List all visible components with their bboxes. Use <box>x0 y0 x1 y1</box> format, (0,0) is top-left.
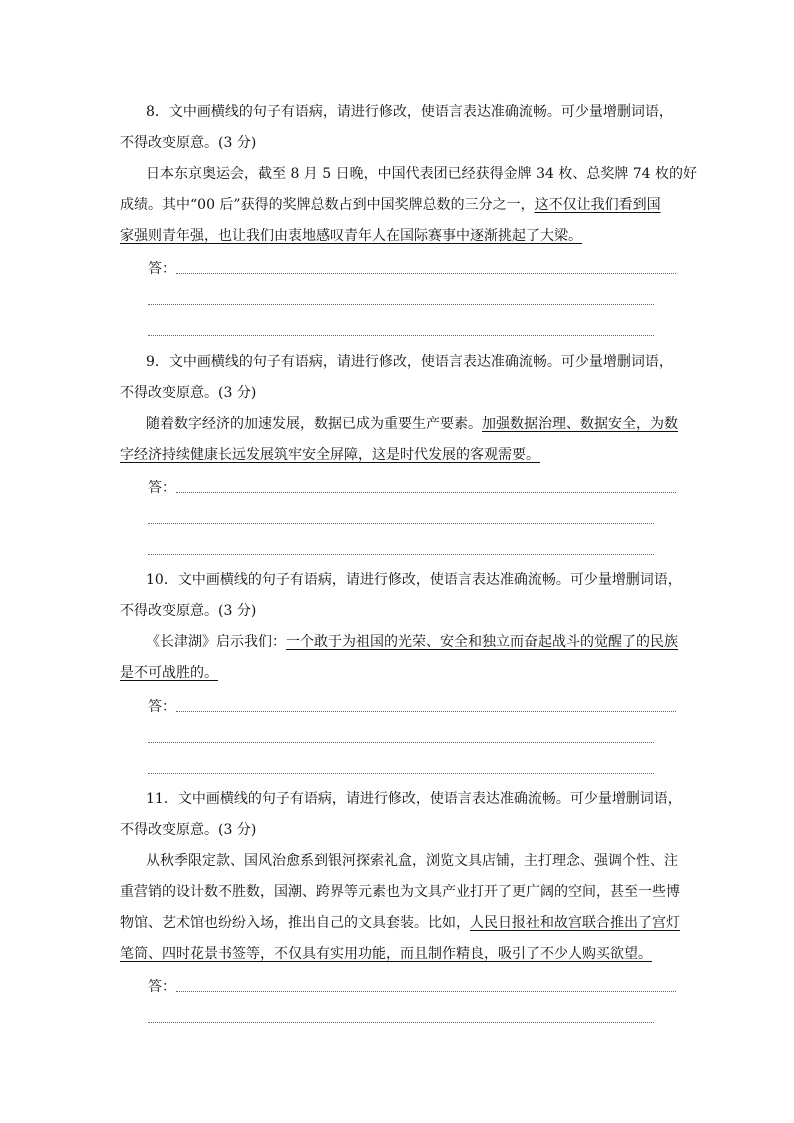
dotted-line <box>176 273 676 274</box>
material-text <box>120 663 676 683</box>
question-stem: 10．文中画横线的句子有语病，请进行修改，使语言表达准确流畅。可少量增删词语， <box>146 572 682 588</box>
dotted-line <box>148 1022 654 1023</box>
material-text: 重营销的设计数不胜数，国潮、跨界等元素也为文具产业打开了更广阔的空间，甚至一些博 <box>120 884 680 900</box>
answer-line[interactable] <box>148 1008 676 1028</box>
question-stem: 8．文中画横线的句子有语病，请进行修改，使语言表达准确流畅。可少量增删词语， <box>146 104 673 120</box>
answer-line[interactable] <box>148 728 676 748</box>
material-text <box>120 414 676 434</box>
underlined-sentence: 一个敢于为祖国的光荣、安全和独立而奋起战斗的觉醒了的民族 <box>286 634 678 650</box>
answer-line[interactable] <box>148 321 676 341</box>
answer-line[interactable] <box>148 697 676 717</box>
dotted-line <box>176 711 676 712</box>
material-text: 物馆、艺术馆也纷纷入场，推出自己的文具套装。比如， <box>120 915 470 931</box>
dotted-line <box>176 991 676 992</box>
answer-label: 答： <box>148 261 176 277</box>
question-11 <box>120 789 682 964</box>
answer-label: 答： <box>148 480 176 496</box>
material-text <box>120 226 676 246</box>
underlined-sentence: 字经济持续健康长远发展筑牢安全屏障，这是时代发展的客观需要。 <box>120 447 540 463</box>
question-stem: 9．文中画横线的句子有语病，请进行修改，使语言表达准确流畅。可少量增删词语， <box>146 354 673 370</box>
answer-line[interactable] <box>148 540 676 560</box>
material-text: 成绩。其中“00 后”获得的奖牌总数占到中国奖牌总数的三分之一， <box>120 197 535 213</box>
answer-line[interactable] <box>148 509 676 529</box>
underlined-sentence: 加强数据治理、数据安全，为数 <box>482 416 678 432</box>
dotted-line <box>148 742 654 743</box>
material-text <box>120 195 676 215</box>
answer-line[interactable] <box>148 977 676 997</box>
material-text <box>120 445 676 465</box>
material-text: 日本东京奥运会，截至 8 月 5 日晚，中国代表团已经获得金牌 34 枚、总奖牌 74 枚的好 <box>146 166 698 182</box>
question-stem: 不得改变原意。(3 分) <box>120 135 257 151</box>
question-stem: 11．文中画横线的句子有语病，请进行修改，使语言表达准确流畅。可少量增删词语， <box>146 791 682 807</box>
material-text: 《长津湖》启示我们： <box>146 634 286 650</box>
underlined-sentence: 是不可战胜的。 <box>120 665 218 681</box>
answer-line[interactable] <box>148 259 676 279</box>
answer-label: 答： <box>148 979 176 995</box>
material-text <box>120 944 676 964</box>
dotted-line <box>148 304 654 305</box>
material-text: 随着数字经济的加速发展，数据已成为重要生产要素。 <box>146 416 482 432</box>
question-9 <box>120 352 676 465</box>
answer-line[interactable] <box>148 478 676 498</box>
dotted-line <box>148 773 654 774</box>
dotted-line <box>176 492 676 493</box>
material-text <box>120 632 676 652</box>
question-8 <box>120 102 698 246</box>
question-stem: 不得改变原意。(3 分) <box>120 385 257 401</box>
dotted-line <box>148 554 654 555</box>
answer-line[interactable] <box>148 290 676 310</box>
material-text <box>120 913 680 933</box>
question-stem: 不得改变原意。(3 分) <box>120 603 257 619</box>
material-text: 从秋季限定款、国风治愈系到银河探索礼盒，浏览文具店铺，主打理念、强调个性、注 <box>146 853 678 869</box>
question-stem: 不得改变原意。(3 分) <box>120 822 257 838</box>
underlined-sentence: 这不仅让我们看到国 <box>534 197 661 213</box>
dotted-line <box>148 335 654 336</box>
underlined-sentence: 人民日报社和故宫联合推出了宫灯 <box>470 915 680 931</box>
question-10 <box>120 570 682 683</box>
underlined-sentence: 家强则青年强，也让我们由衷地感叹青年人在国际赛事中逐渐挑起了大梁。 <box>120 228 582 244</box>
answer-line[interactable] <box>148 759 676 779</box>
dotted-line <box>148 523 654 524</box>
answer-label: 答： <box>148 699 176 715</box>
underlined-sentence: 笔筒、四时花景书签等，不仅具有实用功能，而且制作精良，吸引了不少人购买欲望。 <box>120 946 652 962</box>
